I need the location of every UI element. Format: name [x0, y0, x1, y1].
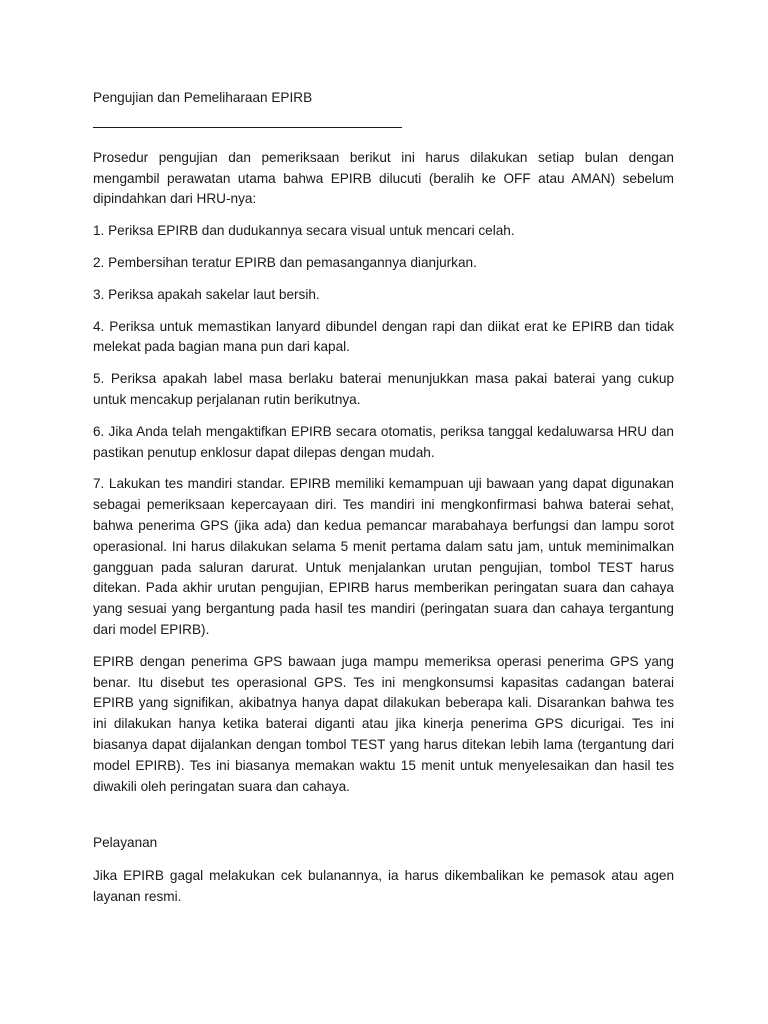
document-page [93, 88, 674, 908]
step-5: 5. Periksa apakah label masa berlaku baterai menunjukkan masa pakai baterai yang cukup untuk mencakup perjalanan rutin berikutnya. [93, 371, 674, 407]
service-heading: Pelayanan [93, 835, 158, 851]
step-3: 3. Periksa apakah sakelar laut bersih. [93, 286, 320, 302]
title-underline-rule [93, 127, 402, 128]
step-6: 6. Jika Anda telah mengaktifkan EPIRB secara otomatis, periksa tanggal kedaluwarsa HRU dan pastikan penutup enklosur dapat dilepas dengan mudah. [93, 423, 674, 460]
document-title: Pengujian dan Pemeliharaan EPIRB [93, 90, 313, 105]
intro-paragraph: Prosedur pengujian dan pemeriksaan berikut ini harus dilakukan setiap bulan dengan mengambil perawatan utama bahwa EPIRB dilucuti (beralih ke OFF atau AMAN) sebelum dipindahkan dari HRU-nya: [93, 149, 674, 207]
step-2: 2. Pembersihan teratur EPIRB dan pemasangannya dianjurkan. [93, 254, 477, 270]
step-4: 4. Periksa untuk memastikan lanyard dibundel dengan rapi dan diikat erat ke EPIRB dan tidak melekat pada bagian mana pun dari kapal. [93, 318, 674, 355]
service-paragraph: Jika EPIRB gagal melakukan cek bulanannya, ia harus dikembalikan ke pemasok atau agen layanan resmi. [93, 868, 674, 904]
step-1: 1. Periksa EPIRB dan dudukannya secara visual untuk mencari celah. [93, 223, 515, 239]
step-7: 7. Lakukan tes mandiri standar. EPIRB memiliki kemampuan uji bawaan yang dapat digunakan sebagai pemeriksaan kepercayaan diri. Tes mandiri ini mengkonfirmasi bahwa baterai sehat, bahwa penerima GPS (jika ada) dan kedua pemancar marabahaya berfungsi dan lampu sorot operasional. Ini harus dilakukan selama 5 menit pertama dalam satu jam, untuk meminimalkan gangguan pada saluran darurat. Untuk menjalankan urutan pengujian, tombol TEST harus ditekan. Pada akhir urutan pengujian, EPIRB harus memberikan peringatan suara dan cahaya yang sesuai yang bergantung pada hasil tes mandiri (peringatan suara dan cahaya tergantung dari model EPIRB). [93, 476, 674, 637]
gps-test-paragraph: EPIRB dengan penerima GPS bawaan juga mampu memeriksa operasi penerima GPS yang benar. Itu disebut tes operasional GPS. Tes ini mengkonsumsi kapasitas cadangan baterai EPIRB yang signifikan, akibatnya hanya dapat dilakukan beberapa kali. Disarankan bahwa tes ini dilakukan hanya ketika baterai diganti atau jika kinerja penerima GPS dicurigai. Tes ini biasanya dapat dijalankan dengan tombol TEST yang harus ditekan lebih lama (tergantung dari model EPIRB). Tes ini biasanya memakan waktu 15 menit untuk menyelesaikan dan hasil tes diwakili oleh peringatan suara dan cahaya. [93, 653, 674, 794]
